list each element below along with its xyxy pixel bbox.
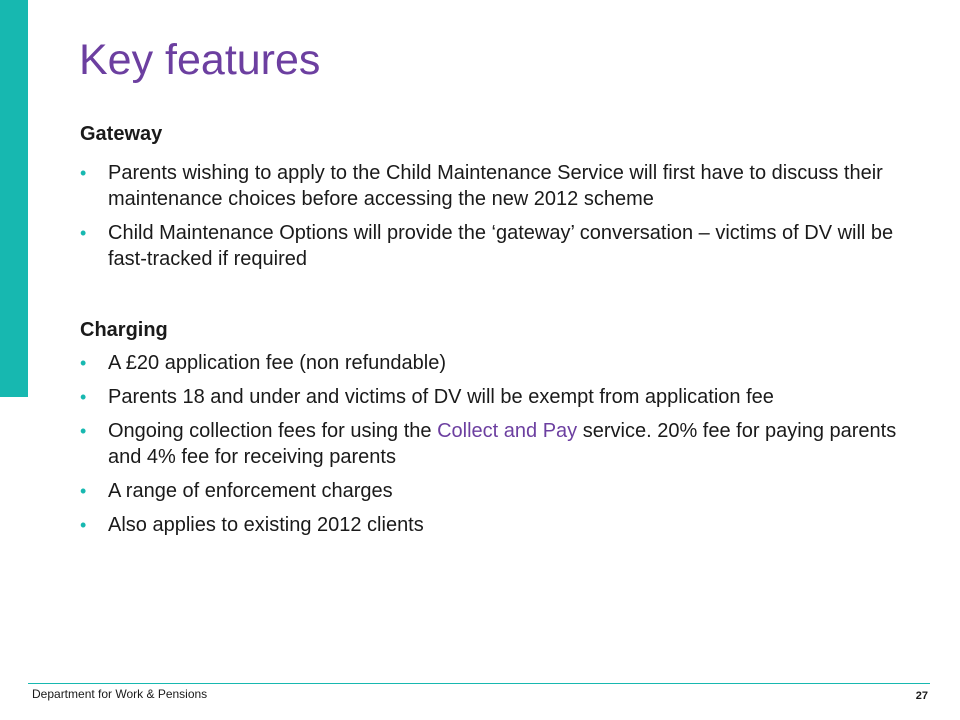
list-item <box>80 512 920 538</box>
bullet-text: Parents wishing to apply to the Child Maintenance Service will first have to discuss their maintenance choices before accessing the new 2012 scheme <box>108 162 883 210</box>
list-item <box>80 478 920 504</box>
list-item <box>80 160 920 212</box>
page-number: 27 <box>915 690 928 702</box>
bullet-text: A £20 application fee (non refundable) <box>108 352 447 374</box>
bullet-text: Child Maintenance Options will provide the ‘gateway’ conversation – victims of DV will be fast-tracked if required <box>108 222 894 270</box>
list-item <box>80 418 920 470</box>
charging-heading: Charging <box>80 319 168 341</box>
charging-bullet-list <box>80 350 920 538</box>
bullet-text-after: service. 20% fee for paying parents and 4% fee for receiving parents <box>108 420 897 468</box>
list-item <box>80 220 920 272</box>
bullet-dot-icon: • <box>80 387 87 407</box>
bullet-dot-icon: • <box>80 223 87 243</box>
bullet-dot-icon: • <box>80 163 87 183</box>
bullet-text: Parents 18 and under and victims of DV will be exempt from application fee <box>108 386 774 408</box>
bullet-dot-icon: • <box>80 353 87 373</box>
list-item <box>80 384 920 410</box>
bullet-dot-icon: • <box>80 515 87 535</box>
bullet-text: A range of enforcement charges <box>108 480 393 502</box>
collect-and-pay-link[interactable]: Collect and Pay <box>437 420 578 442</box>
footer-organisation: Department for Work & Pensions <box>32 687 208 701</box>
bullet-dot-icon: • <box>80 421 87 441</box>
list-item <box>80 350 920 376</box>
bullet-text: Also applies to existing 2012 clients <box>108 514 424 536</box>
gateway-bullet-list <box>80 160 920 272</box>
gateway-heading: Gateway <box>80 123 163 145</box>
bullet-dot-icon: • <box>80 481 87 501</box>
accent-bar <box>0 0 28 397</box>
footer-divider <box>28 683 930 684</box>
bullet-text-before: Ongoing collection fees for using the <box>108 420 438 442</box>
slide-title: Key features <box>79 36 321 84</box>
